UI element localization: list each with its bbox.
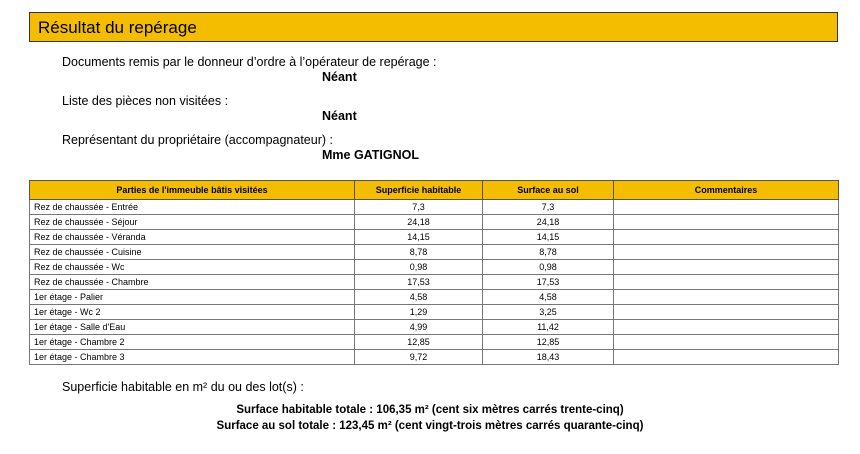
non-visited-value: Néant bbox=[322, 109, 357, 123]
table-header-row bbox=[30, 181, 839, 200]
cell-comment bbox=[614, 200, 839, 215]
cell-comment bbox=[614, 215, 839, 230]
col-header-surface-sol: Surface au sol bbox=[483, 181, 614, 200]
total-sol: Surface au sol totale : 123,45 m² (cent vingt-trois mètres carrés quarante-cinq) bbox=[216, 420, 644, 432]
rooms-table bbox=[29, 180, 839, 365]
cell-room: 1er étage - Chambre 3 bbox=[30, 350, 355, 365]
table-row bbox=[30, 230, 839, 245]
cell-superficie: 24,18 bbox=[355, 215, 483, 230]
cell-surface-sol: 17,53 bbox=[483, 275, 614, 290]
table-row bbox=[30, 215, 839, 230]
table-row bbox=[30, 245, 839, 260]
section-title: Résultat du repérage bbox=[38, 18, 197, 37]
cell-room: Rez de chaussée - Wc bbox=[30, 260, 355, 275]
cell-surface-sol: 7,3 bbox=[483, 200, 614, 215]
cell-room: Rez de chaussée - Véranda bbox=[30, 230, 355, 245]
cell-superficie: 7,3 bbox=[355, 200, 483, 215]
cell-superficie: 8,78 bbox=[355, 245, 483, 260]
section-header bbox=[29, 12, 838, 42]
cell-superficie: 9,72 bbox=[355, 350, 483, 365]
table-row bbox=[30, 200, 839, 215]
cell-surface-sol: 14,15 bbox=[483, 230, 614, 245]
representative-label: Représentant du propriétaire (accompagnateur) : bbox=[62, 133, 333, 147]
documents-label: Documents remis par le donneur d’ordre à l’opérateur de repérage : bbox=[62, 55, 437, 69]
cell-superficie: 12,85 bbox=[355, 335, 483, 350]
cell-surface-sol: 0,98 bbox=[483, 260, 614, 275]
cell-superficie: 1,29 bbox=[355, 305, 483, 320]
table-row bbox=[30, 335, 839, 350]
cell-surface-sol: 8,78 bbox=[483, 245, 614, 260]
cell-surface-sol: 3,25 bbox=[483, 305, 614, 320]
cell-comment bbox=[614, 275, 839, 290]
table-row bbox=[30, 260, 839, 275]
cell-superficie: 0,98 bbox=[355, 260, 483, 275]
cell-surface-sol: 12,85 bbox=[483, 335, 614, 350]
non-visited-label: Liste des pièces non visitées : bbox=[62, 94, 229, 108]
cell-superficie: 14,15 bbox=[355, 230, 483, 245]
col-header-parties: Parties de l'immeuble bâtis visitées bbox=[30, 181, 355, 200]
cell-surface-sol: 24,18 bbox=[483, 215, 614, 230]
total-habitable: Surface habitable totale : 106,35 m² (cent six mètres carrés trente-cinq) bbox=[236, 404, 624, 416]
cell-room: Rez de chaussée - Cuisine bbox=[30, 245, 355, 260]
col-header-commentaires: Commentaires bbox=[614, 181, 839, 200]
table-row bbox=[30, 275, 839, 290]
cell-comment bbox=[614, 305, 839, 320]
cell-comment bbox=[614, 335, 839, 350]
cell-comment bbox=[614, 290, 839, 305]
table-row bbox=[30, 305, 839, 320]
summary-label: Superficie habitable en m² du ou des lot(s) : bbox=[62, 380, 304, 394]
representative-value: Mme GATIGNOL bbox=[322, 148, 419, 162]
cell-superficie: 17,53 bbox=[355, 275, 483, 290]
col-header-superficie: Superficie habitable bbox=[355, 181, 483, 200]
cell-comment bbox=[614, 260, 839, 275]
table-row bbox=[30, 350, 839, 365]
cell-room: Rez de chaussée - Séjour bbox=[30, 215, 355, 230]
cell-surface-sol: 11,42 bbox=[483, 320, 614, 335]
cell-surface-sol: 18,43 bbox=[483, 350, 614, 365]
table-row bbox=[30, 320, 839, 335]
cell-room: Rez de chaussée - Entrée bbox=[30, 200, 355, 215]
cell-room: 1er étage - Palier bbox=[30, 290, 355, 305]
cell-superficie: 4,99 bbox=[355, 320, 483, 335]
cell-room: Rez de chaussée - Chambre bbox=[30, 275, 355, 290]
cell-room: 1er étage - Chambre 2 bbox=[30, 335, 355, 350]
cell-comment bbox=[614, 320, 839, 335]
cell-comment bbox=[614, 350, 839, 365]
cell-comment bbox=[614, 230, 839, 245]
cell-room: 1er étage - Wc 2 bbox=[30, 305, 355, 320]
cell-superficie: 4,58 bbox=[355, 290, 483, 305]
table-row bbox=[30, 290, 839, 305]
cell-surface-sol: 4,58 bbox=[483, 290, 614, 305]
cell-comment bbox=[614, 245, 839, 260]
documents-value: Néant bbox=[322, 70, 357, 84]
cell-room: 1er étage - Salle d'Eau bbox=[30, 320, 355, 335]
